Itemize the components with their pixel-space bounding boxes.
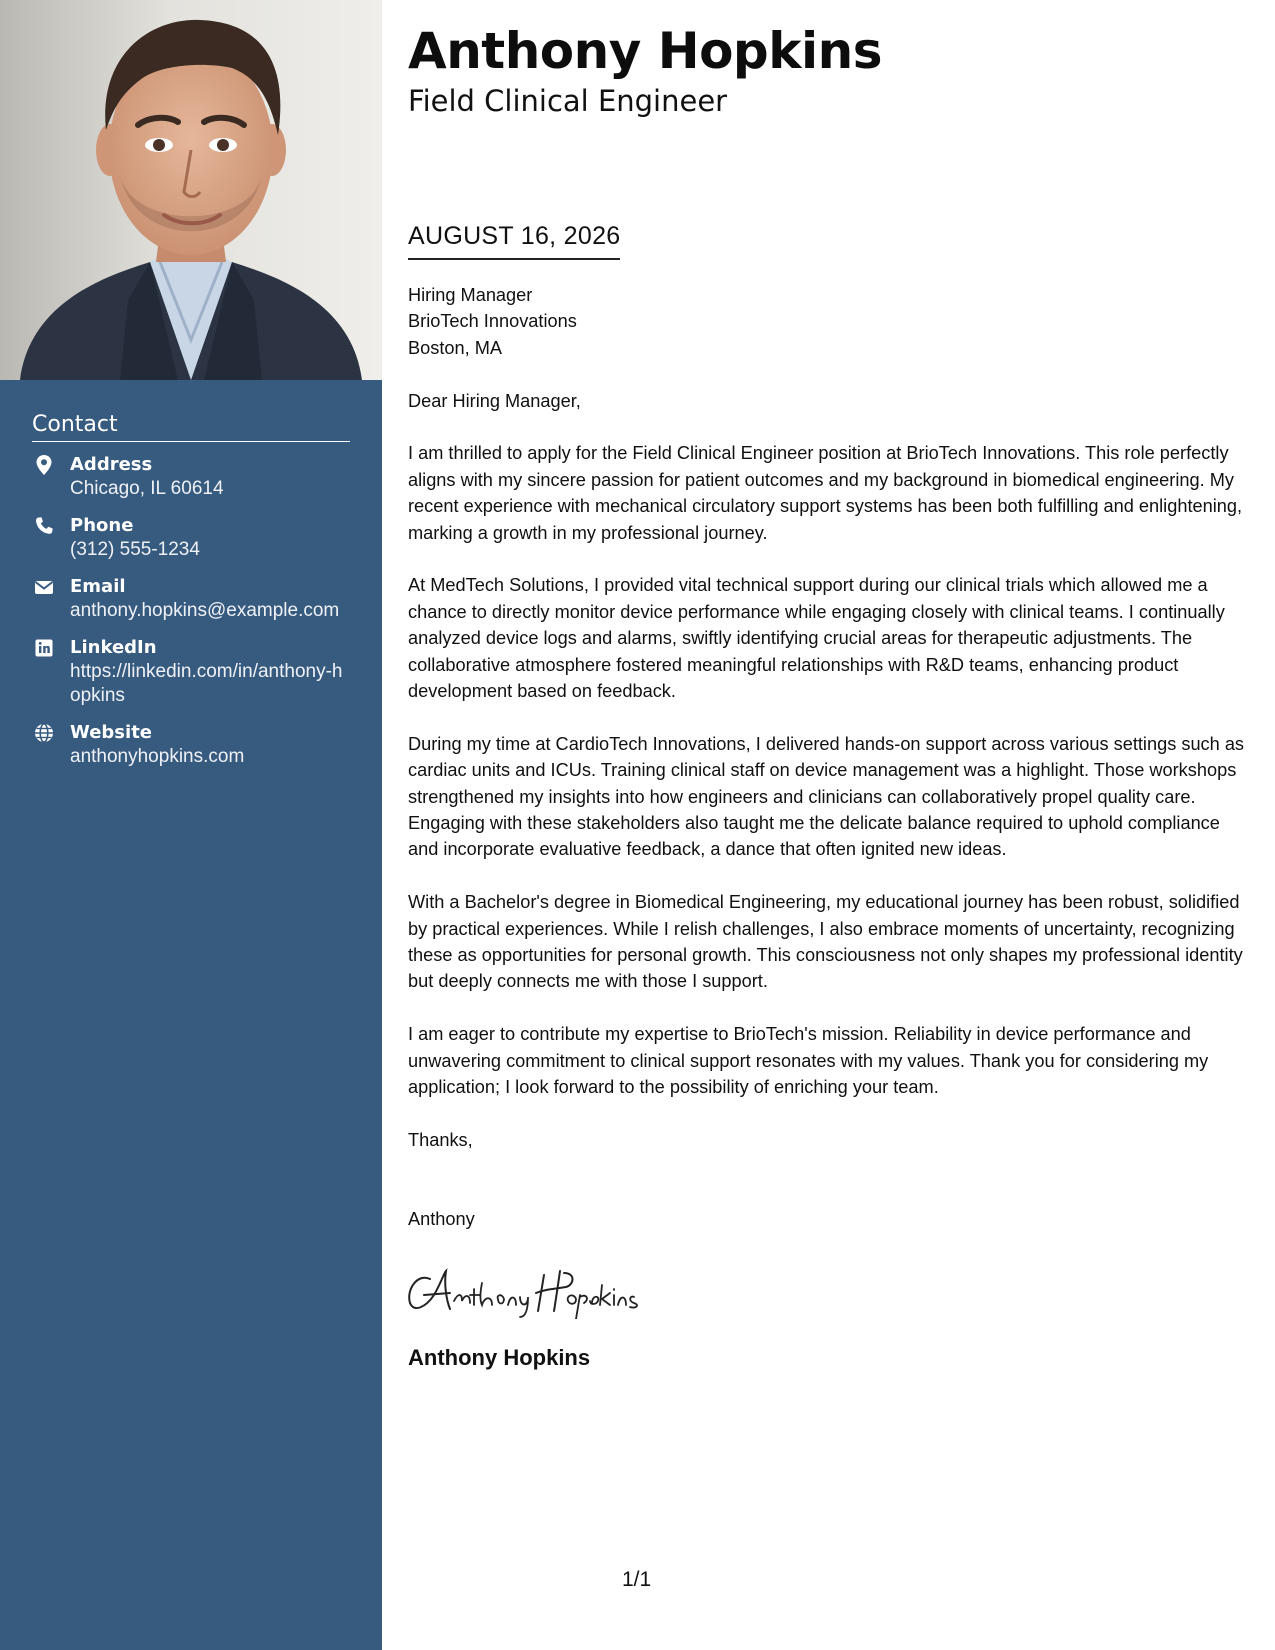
letter-date: AUGUST 16, 2026 <box>408 222 620 260</box>
phone-icon <box>32 514 56 538</box>
closing: Thanks, <box>408 1129 473 1150</box>
contact-label: Email <box>70 576 126 597</box>
salutation: Dear Hiring Manager, <box>408 390 581 411</box>
contact-linkedin <box>32 635 350 708</box>
body-paragraph: With a Bachelor's degree in Biomedical Engineering, my educational journey has been robust, solidified by practical experiences. While I relish challenges, I also embrace moments of uncertainty, recognizing these as opportunities for personal growth. This consciousness not only shapes my professional identity but deeply connects me with those I support. <box>408 892 1243 992</box>
sidebar <box>0 0 382 1650</box>
applicant-title: Field Clinical Engineer <box>408 84 728 118</box>
applicant-name: Anthony Hopkins <box>408 22 882 80</box>
globe-icon <box>32 721 56 745</box>
contact-website <box>32 720 350 769</box>
letter-body <box>408 282 1248 1372</box>
contact-label: Website <box>70 722 153 743</box>
recipient-line: BrioTech Innovations <box>408 311 577 332</box>
recipient-line: Boston, MA <box>408 337 503 358</box>
sign-off-name: Anthony <box>408 1209 475 1230</box>
contact-label: Address <box>70 454 153 475</box>
signed-name: Anthony Hopkins <box>408 1345 591 1371</box>
body-paragraph: During my time at CardioTech Innovations, I delivered hands-on support across various settings such as cardiac units and ICUs. Training clinical staff on device management was a highlight. Those workshops strengthened my insights into how engineers and clinicians can collaboratively propel quality care. Engaging with these stakeholders also taught me the delicate balance required to uphold compliance and incorporate evaluative feedback, a dance that often ignited new ideas. <box>408 733 1245 860</box>
contact-label: LinkedIn <box>70 637 157 658</box>
contact-email <box>32 574 350 623</box>
handwritten-signature <box>404 1259 674 1319</box>
page-indicator: 1/1 <box>622 1568 652 1591</box>
recipient-line: Hiring Manager <box>408 285 533 305</box>
contact-value: Chicago, IL 60614 <box>70 478 224 499</box>
body-paragraph: I am eager to contribute my expertise to BrioTech's mission. Reliability in device performance and unwavering commitment to clinical support resonates with my values. Thank you for considering my application; I look forward to the possibility of enriching your team. <box>408 1024 1209 1098</box>
body-paragraph: I am thrilled to apply for the Field Clinical Engineer position at BrioTech Innovations. This role perfectly aligns with my sincere passion for patient outcomes and my background in biomedical engineering. My recent experience with mechanical circulatory support systems has been both fulfilling and enlightening, marking a growth in my professional journey. <box>408 443 1243 543</box>
contact-heading: Contact <box>32 412 350 442</box>
profile-photo <box>0 0 382 380</box>
envelope-icon <box>32 575 56 599</box>
map-pin-icon <box>32 453 56 477</box>
contact-phone <box>32 513 350 562</box>
portrait-illustration <box>0 0 382 380</box>
linkedin-link[interactable]: https://linkedin.com/in/anthony-hopkins <box>70 661 343 706</box>
contact-section <box>32 412 350 781</box>
email-link[interactable]: anthony.hopkins@example.com <box>70 600 340 621</box>
contact-address <box>32 452 350 501</box>
linkedin-icon <box>32 636 56 660</box>
contact-value: (312) 555-1234 <box>70 539 200 560</box>
body-paragraph: At MedTech Solutions, I provided vital technical support during our clinical trials which allowed me a chance to directly monitor device performance while engaging closely with clinical teams. I continually analyzed device logs and alarms, swiftly identifying crucial areas for therapeutic adjustments. The collaborative atmosphere fostered meaningful relationships with R&D teams, enhancing product development based on feedback. <box>408 575 1225 702</box>
recipient-block <box>408 282 1248 361</box>
contact-label: Phone <box>70 515 134 536</box>
website-link[interactable]: anthonyhopkins.com <box>70 746 245 767</box>
